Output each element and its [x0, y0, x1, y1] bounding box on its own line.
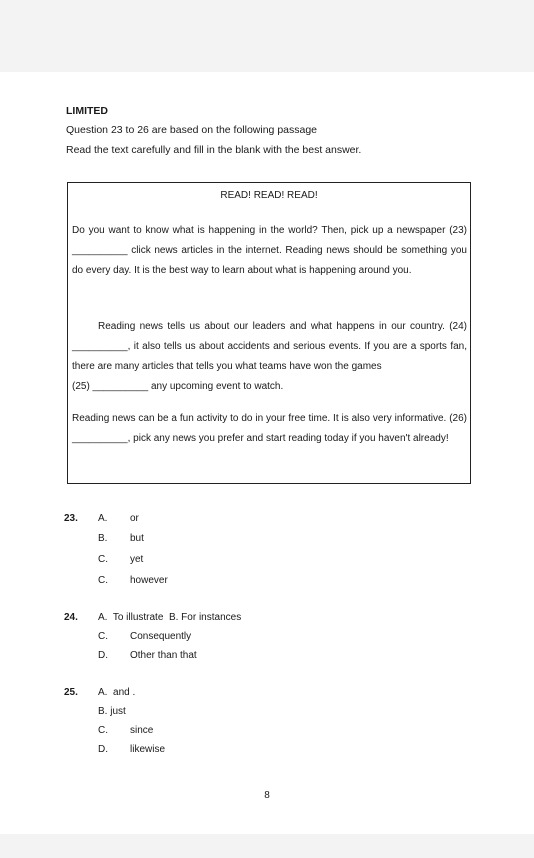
question-23-number: 23. — [64, 513, 78, 524]
q23-option-text: yet — [130, 554, 144, 565]
question-24-number: 24. — [64, 612, 78, 623]
q23-option-text: but — [130, 533, 144, 544]
question-25-number: 25. — [64, 687, 78, 698]
q24-option-letter: D. — [98, 650, 108, 661]
passage-paragraph-2-text: Reading news tells us about our leaders and what happens in our country. (24) __________, it also tells us about accidents and serious events. If you are a sports fan, there are many articles that tells you what teams have won the games — [72, 321, 467, 372]
instruction-line-1: Question 23 to 26 are based on the following passage — [66, 124, 318, 136]
q25-option-text: since — [130, 725, 154, 736]
passage-paragraph-1: Do you want to know what is happening in the world? Then, pick up a newspaper (23) __________ click news articles in the internet. Reading news should be something you do every day. It is the best way to learn about what is happening around you. — [72, 225, 467, 276]
page-number: 8 — [264, 790, 270, 801]
instruction-line-2: Read the text carefully and fill in the blank with the best answer. — [66, 144, 362, 156]
section-title: LIMITED — [66, 105, 108, 117]
q23-option-letter: C. — [98, 575, 108, 586]
q25-option-letter: D. — [98, 744, 108, 755]
q24-option-text: Consequently — [130, 631, 192, 642]
q25-option-text: likewise — [130, 744, 166, 755]
q23-option-letter: A. — [98, 513, 108, 524]
q25-option-b: B. just — [98, 706, 126, 717]
q23-option-letter: B. — [98, 533, 108, 544]
passage-box — [67, 182, 471, 484]
q24-option-letter: C. — [98, 631, 108, 642]
q23-option-letter: C. — [98, 554, 108, 565]
q23-option-text: or — [130, 513, 139, 524]
document-page — [0, 72, 534, 834]
passage-title: READ! READ! READ! — [220, 190, 318, 201]
passage-paragraph-2-line-25: (25) __________ any upcoming event to watch. — [72, 381, 284, 392]
q24-options-a-b: A. To illustrate B. For instances — [98, 612, 242, 623]
q25-option-letter: C. — [98, 725, 108, 736]
q23-option-text: however — [130, 575, 168, 586]
q25-option-a: A. and . — [98, 687, 136, 698]
passage-paragraph-2 — [72, 317, 467, 397]
passage-paragraph-3: Reading news can be a fun activity to do in your free time. It is also very informative. (26) __________, pick any news you prefer and start reading today if you haven't already! — [72, 413, 467, 444]
q24-option-text: Other than that — [130, 650, 197, 661]
